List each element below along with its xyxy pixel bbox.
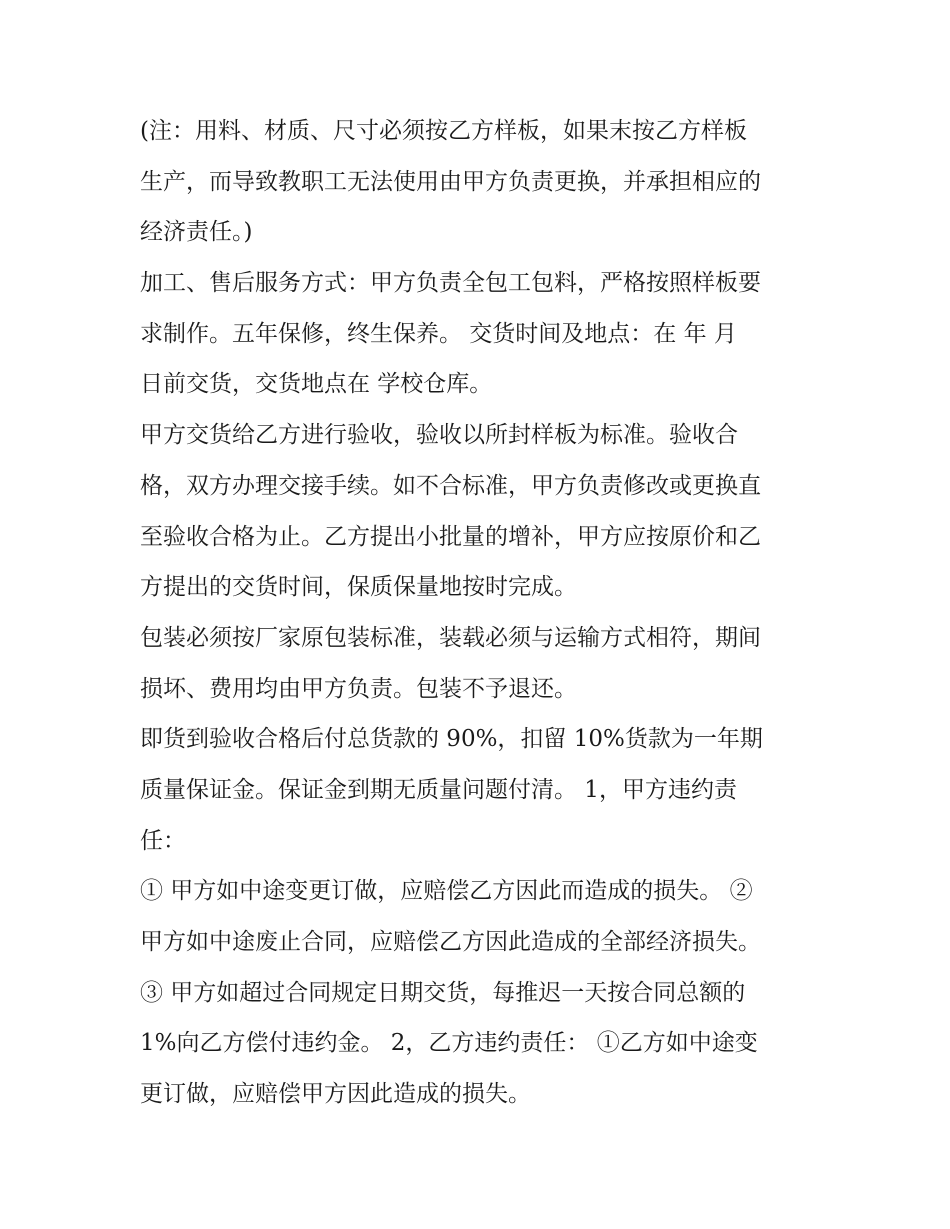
text-line: 日前交货，交货地点在 学校仓库。 <box>140 371 493 398</box>
text-line: 任： <box>140 827 186 854</box>
text-line: 损坏、费用均由甲方负责。包装不予退还。 <box>140 675 577 702</box>
text-line: 甲方如中途废止合同，应赔偿乙方因此造成的全部经济损失。 <box>140 929 761 955</box>
text-line: 生产，而导致教职工无法使用由甲方负责更换，并承担相应的 <box>140 168 761 195</box>
document-body <box>140 106 820 1120</box>
text-line: 加工、售后服务方式：甲方负责全包工包料，严格按照样板要 <box>140 270 761 297</box>
text-line: 格，双方办理交接手续。如不合标准，甲方负责修改或更换直 <box>140 472 761 499</box>
text-line: 经济责任。) <box>140 219 253 246</box>
text-line: 方提出的交货时间，保质保量地按时完成。 <box>140 574 577 601</box>
text-line: 1%向乙方偿付违约金。 2，乙方违约责任： ①乙方如中途变 <box>140 1030 758 1057</box>
text-line: 甲方交货给乙方进行验收，验收以所封样板为标准。验收合 <box>140 422 738 449</box>
text-line: 质量保证金。保证金到期无质量问题付清。 1，甲方违约责 <box>140 776 737 803</box>
text-line: ① 甲方如中途变更订做，应赔偿乙方因此而造成的损失。 ② <box>140 878 753 905</box>
text-line: 至验收合格为止。乙方提出小批量的增补，甲方应按原价和乙 <box>140 523 761 550</box>
text-line: ③ 甲方如超过合同规定日期交货，每推迟一天按合同总额的 <box>140 979 746 1006</box>
text-line: (注：用料、材质、尺寸必须按乙方样板，如果末按乙方样板 <box>140 118 747 144</box>
text-line: 求制作。五年保修，终生保养。 交货时间及地点：在 年 月 <box>140 320 737 347</box>
text-line: 更订做，应赔偿甲方因此造成的损失。 <box>140 1081 531 1108</box>
text-line: 包装必须按厂家原包装标准，装载必须与运输方式相符，期间 <box>140 624 761 651</box>
text-line: 即货到验收合格后付总货款的 90%，扣留 10%货款为一年期 <box>140 726 763 753</box>
